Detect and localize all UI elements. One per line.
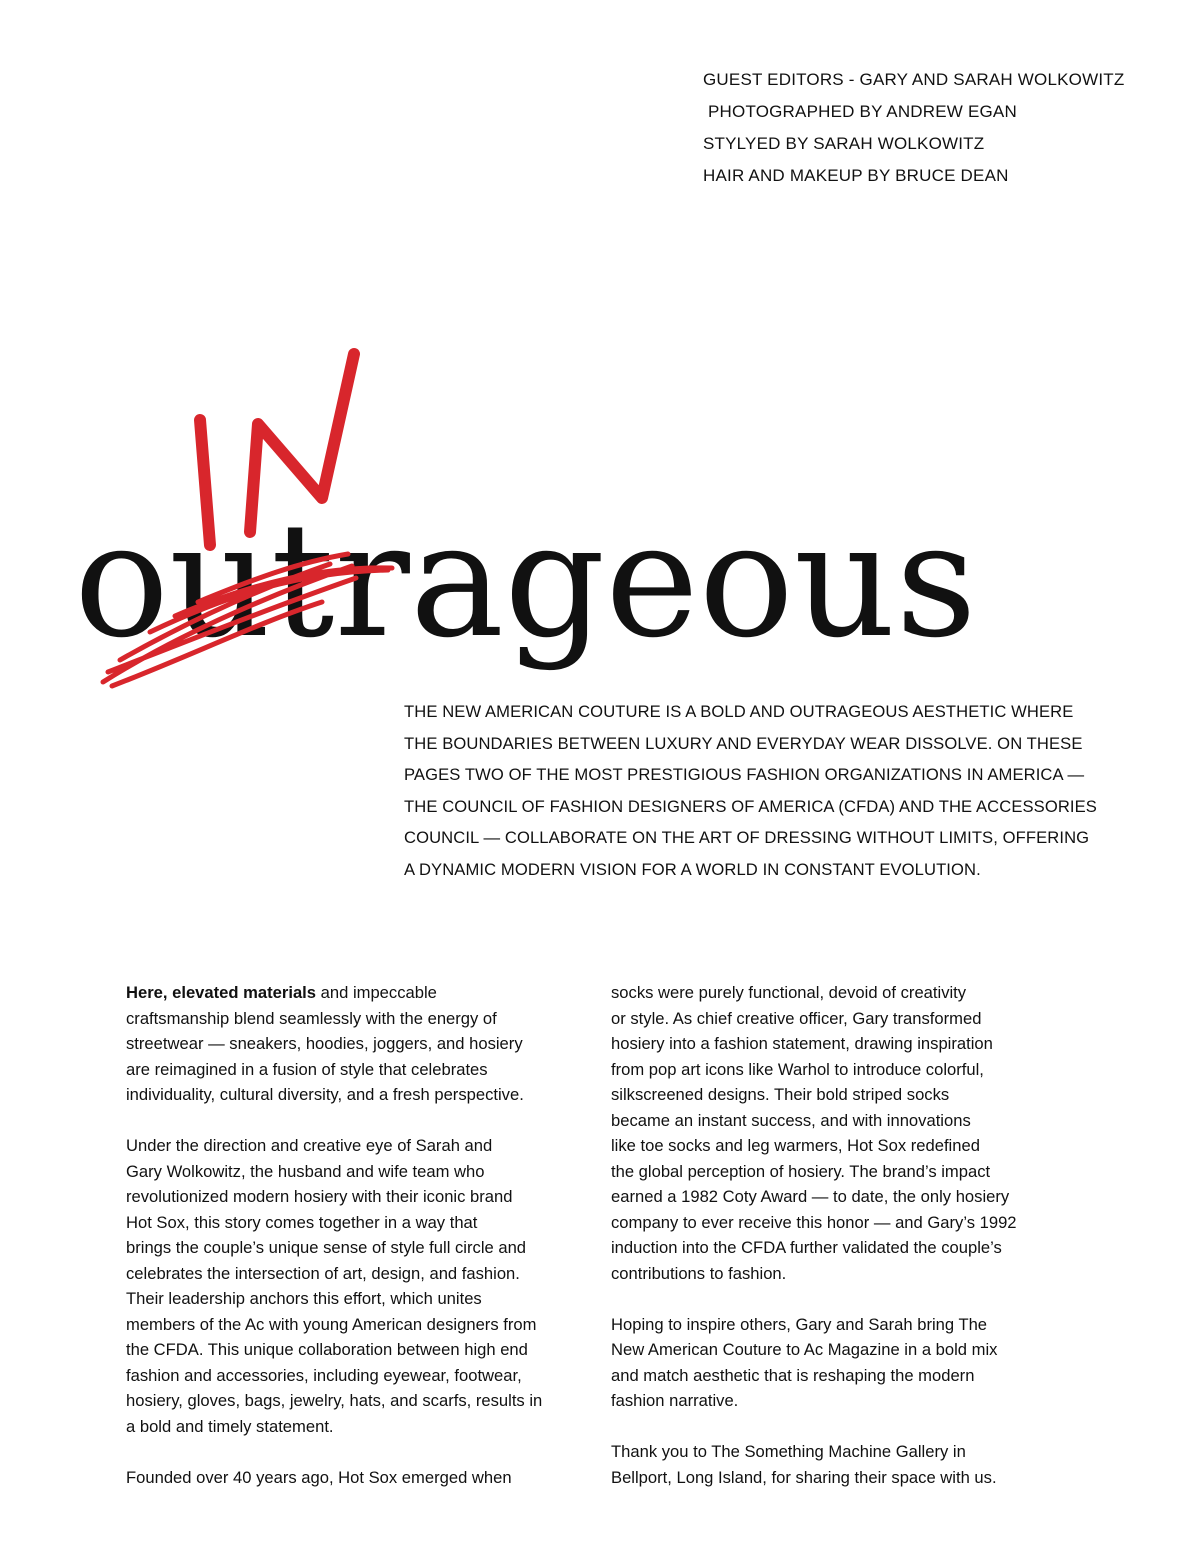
body-line: hosiery, gloves, bags, jewelry, hats, and scarfs, results in — [126, 1391, 543, 1410]
body-line: Hot Sox, this story comes together in a way that — [126, 1212, 478, 1232]
body-line: New American Couture to Ac Magazine in a bold mix — [611, 1340, 998, 1359]
headline — [0, 340, 1200, 700]
body-line: celebrates the intersection of art, design, and fashion. — [126, 1263, 520, 1283]
body-line: brings the couple’s unique sense of style full circle and — [126, 1238, 527, 1257]
headline-struck-letters: ou — [74, 489, 271, 673]
body-line: are reimagined in a fusion of style that celebrates — [126, 1059, 488, 1079]
body-line: Founded over 40 years ago, Hot Sox emerged when — [126, 1467, 512, 1487]
body-line: hosiery into a fashion statement, drawing inspiration — [611, 1034, 993, 1053]
intro-line: THE NEW AMERICAN COUTURE IS A BOLD AND OUTRAGEOUS AESTHETIC WHERE — [404, 702, 1074, 721]
body-line: individuality, cultural diversity, and a fresh perspective. — [126, 1085, 524, 1104]
lead-in-rest: and impeccable — [316, 983, 437, 1002]
credit-stylist: STYLYED BY SARAH WOLKOWITZ — [703, 134, 985, 153]
intro-line: THE BOUNDARIES BETWEEN LUXURY AND EVERYDAY WEAR DISSOLVE. ON THESE — [404, 733, 1083, 753]
body-line: Bellport, Long Island, for sharing their space with us. — [611, 1467, 997, 1487]
body-line: Hoping to inspire others, Gary and Sarah bring The — [611, 1314, 988, 1334]
lead-in-bold: Here, elevated materials — [126, 983, 317, 1002]
body-line: from pop art icons like Warhol to introduce colorful, — [611, 1059, 984, 1079]
intro-paragraph — [404, 696, 1124, 885]
headline-remaining-letters: trageous — [270, 489, 977, 673]
left-paragraph-2 — [126, 1133, 586, 1439]
body-line: induction into the CFDA further validated the couple’s — [611, 1238, 1002, 1257]
body-line: Gary Wolkowitz, the husband and wife team who — [126, 1161, 485, 1181]
credits-block — [703, 64, 1124, 192]
body-line: Their leadership anchors this effort, which unites — [126, 1289, 482, 1308]
left-paragraph-3 — [126, 1465, 586, 1491]
right-column — [611, 980, 1061, 1516]
credit-guest-editors: GUEST EDITORS - GARY AND SARAH WOLKOWITZ — [703, 70, 1125, 89]
handwritten-letter-n — [250, 354, 354, 532]
strike-scribble — [103, 554, 392, 686]
body-line: contributions to fashion. — [611, 1263, 787, 1283]
body-line: like toe socks and leg warmers, Hot Sox redefined — [611, 1136, 980, 1155]
body-line: revolutionized modern hosiery with their iconic brand — [126, 1187, 513, 1206]
right-paragraph-3 — [611, 1439, 1061, 1490]
credit-photographer: PHOTOGRAPHED BY ANDREW EGAN — [708, 102, 1017, 121]
body-line: the global perception of hosiery. The brand’s impact — [611, 1161, 991, 1181]
handwritten-letter-i — [200, 420, 210, 545]
handwritten-in-overlay — [0, 340, 1200, 700]
body-line: became an instant success, and with innovations — [611, 1110, 971, 1130]
left-paragraph-1 — [126, 980, 586, 1108]
body-line: socks were purely functional, devoid of creativity — [611, 983, 967, 1002]
body-line: Under the direction and creative eye of Sarah and — [126, 1136, 493, 1155]
body-line: the CFDA. This unique collaboration between high end — [126, 1340, 528, 1359]
right-paragraph-2 — [611, 1312, 1061, 1414]
body-line: members of the Ac with young American designers from — [126, 1314, 537, 1334]
body-line: fashion and accessories, including eyewear, footwear, — [126, 1365, 522, 1385]
intro-line: THE COUNCIL OF FASHION DESIGNERS OF AMERICA (CFDA) AND THE ACCESSORIES — [404, 796, 1097, 816]
body-line — [126, 980, 586, 1006]
body-line: Thank you to The Something Machine Gallery in — [611, 1442, 966, 1461]
intro-line: COUNCIL — COLLABORATE ON THE ART OF DRESSING WITHOUT LIMITS, OFFERING — [404, 828, 1090, 847]
body-line: fashion narrative. — [611, 1391, 739, 1410]
left-column — [126, 980, 586, 1516]
intro-line: A DYNAMIC MODERN VISION FOR A WORLD IN CONSTANT EVOLUTION. — [404, 859, 981, 879]
body-line: silkscreened designs. Their bold striped socks — [611, 1085, 950, 1104]
body-line: streetwear — sneakers, hoodies, joggers, and hosiery — [126, 1034, 523, 1053]
right-paragraph-1 — [611, 980, 1061, 1286]
body-line: company to ever receive this honor — and Gary’s 1992 — [611, 1212, 1017, 1232]
body-line: earned a 1982 Coty Award — to date, the only hosiery — [611, 1187, 1010, 1206]
credit-hair-makeup: HAIR AND MAKEUP BY BRUCE DEAN — [703, 166, 1009, 185]
body-line: or style. As chief creative officer, Gary transformed — [611, 1008, 982, 1028]
body-line: a bold and timely statement. — [126, 1416, 334, 1436]
body-line: craftsmanship blend seamlessly with the energy of — [126, 1008, 497, 1028]
body-line: and match aesthetic that is reshaping the modern — [611, 1365, 975, 1385]
intro-line: PAGES TWO OF THE MOST PRESTIGIOUS FASHION ORGANIZATIONS IN AMERICA — — [404, 765, 1085, 784]
